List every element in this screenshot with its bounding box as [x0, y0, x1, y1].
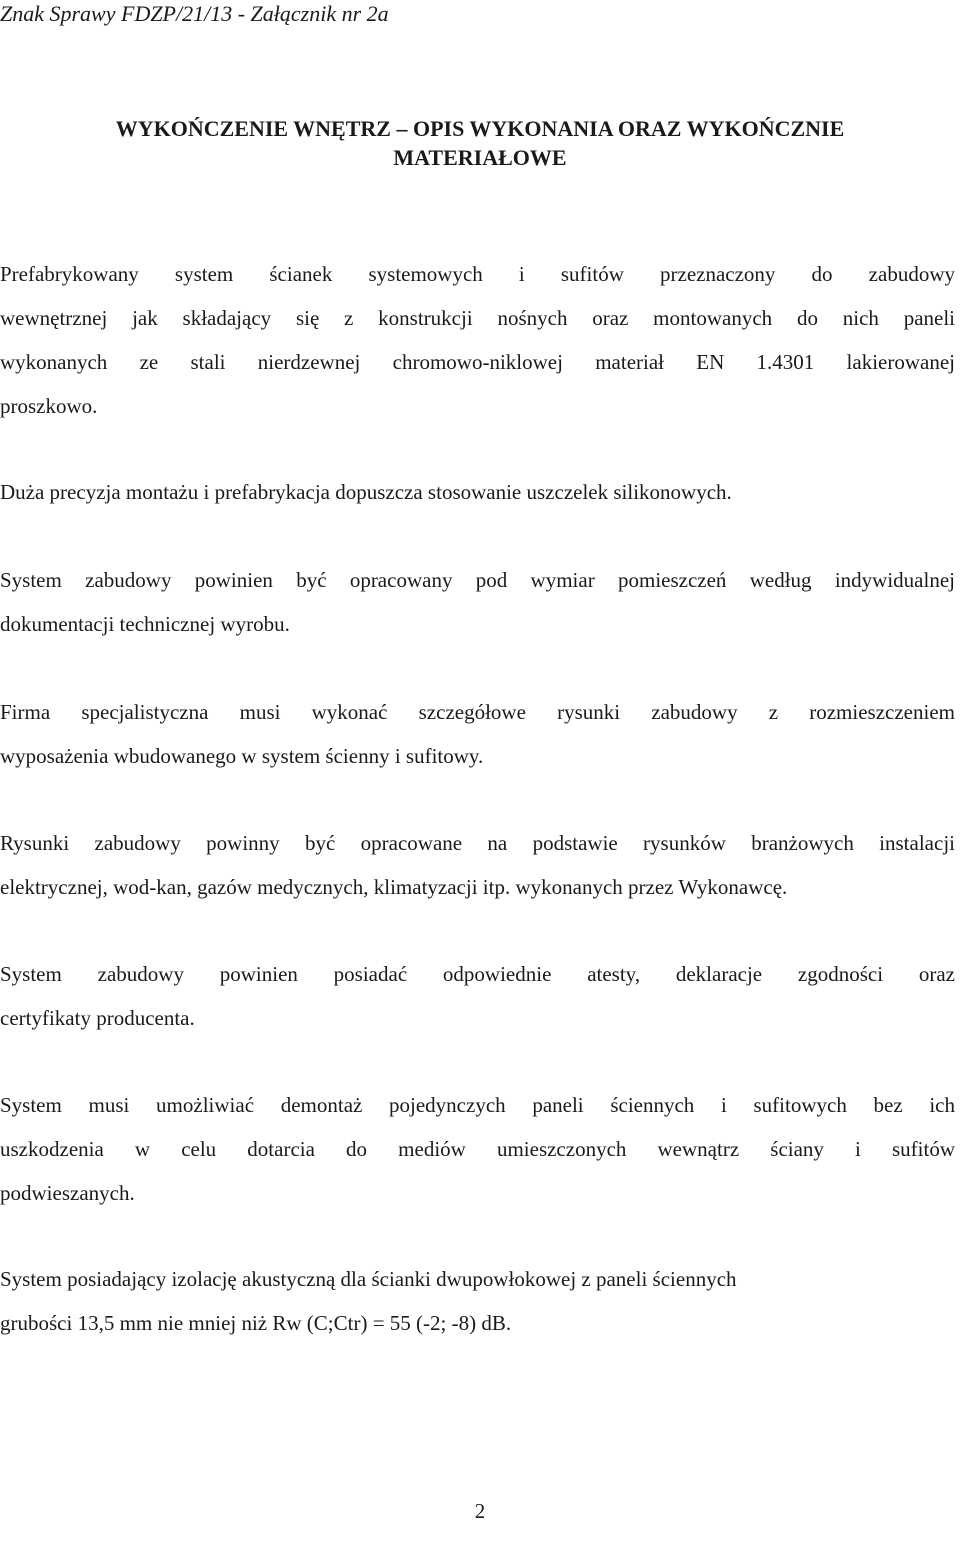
text-line: proszkowo.: [0, 394, 98, 418]
paragraph-drawings: [0, 690, 955, 778]
text-line: Firma specjalistyczna musi wykonać szczegółowe rysunki zabudowy z rozmieszczeniem: [0, 700, 955, 724]
paragraph-dimensions: [0, 558, 955, 646]
title-line: WYKOŃCZENIE WNĘTRZ – OPIS WYKONANIA ORAZ WYKOŃCZNIE: [115, 116, 845, 141]
paragraph-system-description: [0, 252, 955, 428]
paragraph-acoustic: [0, 1257, 955, 1345]
text-line: System posiadający izolację akustyczną dla ścianki dwupowłokowej z paneli ściennych: [0, 1267, 737, 1291]
text-line: Duża precyzja montażu i prefabrykacja dopuszcza stosowanie uszczelek silikonowych.: [0, 480, 732, 504]
paragraph-certificates: [0, 952, 955, 1040]
document-title: [0, 114, 960, 172]
text-line: wykonanych ze stali nierdzewnej chromowo-niklowej materiał EN 1.4301 lakierowanej: [0, 350, 955, 374]
title-line: MATERIAŁOWE: [393, 145, 567, 170]
text-line: certyfikaty producenta.: [0, 1006, 195, 1030]
text-line: System zabudowy powinien posiadać odpowiednie atesty, deklaracje zgodności oraz: [0, 962, 955, 986]
text-line: wewnętrznej jak składający się z konstrukcji nośnych oraz montowanych do nich paneli: [0, 306, 955, 330]
text-line: Prefabrykowany system ścianek systemowych i sufitów przeznaczony do zabudowy: [0, 262, 955, 286]
text-line: podwieszanych.: [0, 1181, 135, 1205]
text-line: uszkodzenia w celu dotarcia do mediów umieszczonych wewnątrz ściany i sufitów: [0, 1137, 955, 1161]
text-line: grubości 13,5 mm nie mniej niż Rw (C;Ctr) = 55 (-2; -8) dB.: [0, 1311, 512, 1335]
document-reference: Znak Sprawy FDZP/21/13 - Załącznik nr 2a: [0, 1, 389, 26]
text-line: System musi umożliwiać demontaż pojedynczych paneli ściennych i sufitowych bez ich: [0, 1093, 955, 1117]
text-line: dokumentacji technicznej wyrobu.: [0, 612, 290, 636]
text-line: System zabudowy powinien być opracowany pod wymiar pomieszczeń według indywidualnej: [0, 568, 955, 592]
page-number: 2: [474, 1499, 486, 1523]
text-line: elektrycznej, wod-kan, gazów medycznych, klimatyzacji itp. wykonanych przez Wykonawcę.: [0, 875, 788, 899]
text-line: Rysunki zabudowy powinny być opracowane na podstawie rysunków branżowych instalacji: [0, 831, 955, 855]
paragraph-installations: [0, 821, 955, 909]
paragraph-precision: [0, 470, 955, 514]
paragraph-dismantling: [0, 1083, 955, 1215]
text-line: wyposażenia wbudowanego w system ścienny i sufitowy.: [0, 744, 484, 768]
